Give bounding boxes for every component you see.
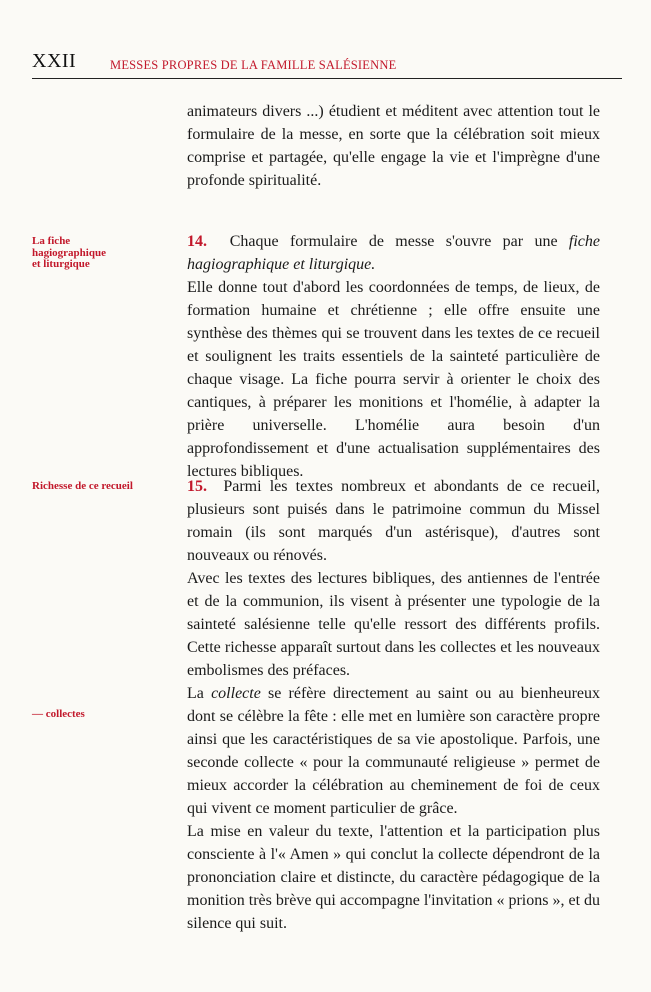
section-15-number: 15.	[187, 478, 207, 495]
section-15-para3-a: La	[187, 685, 212, 702]
section-15-para1	[187, 475, 600, 567]
margin-note-fiche-line2: hagiographique	[32, 246, 106, 259]
section-15-para3-italic: collecte	[211, 685, 261, 702]
margin-note-richesse: Richesse de ce recueil	[32, 480, 133, 492]
section-15-para3	[187, 682, 600, 820]
section-14-lead-text: Chaque formulaire de messe s'ouvre par une	[229, 233, 569, 250]
section-14-para2: Elle donne tout d'abord les coordonnées de temps, de lieux, de formation humaine et chrétienne ; elle offre ensuite une synthèse des thèmes qui se trouvent dans les textes de ce recueil et soulignent les traits essentiels de la sainteté particulière de chaque visage. La fiche pourra servir à orienter le choix des cantiques, à préparer les monitions et l'homélie, à adapter la prière universelle. L'homélie aura besoin d'un approfondissement et d'une actualisation supplémentaires des lectures bibliques.	[187, 279, 600, 480]
section-14-lead	[187, 230, 600, 276]
section-14-lead-italic: fiche hagiographique et liturgique.	[187, 233, 600, 273]
section-15-para1-text: Parmi les textes nombreux et abondants de ce recueil, plusieurs sont puisés dans le patrimoine commun du Missel romain (ils sont marqués d'un astérisque), d'autres sont nouveaux ou rénovés.	[187, 478, 600, 564]
intro-text: animateurs divers ...) étudient et méditent avec attention tout le formulaire de la messe, en sorte que la célébration soit mieux comprise et partagée, qu'elle engage la vie et l'imprègne d'une profonde spiritualité.	[187, 103, 600, 189]
intro-paragraph	[187, 100, 600, 192]
running-title: MESSES PROPRES DE LA FAMILLE SALÉSIENNE	[110, 58, 397, 72]
section-14-number: 14.	[187, 233, 207, 250]
margin-note-fiche-line1: La fiche	[32, 235, 71, 247]
margin-note-fiche-line3: et liturgique	[32, 258, 90, 270]
section-15	[187, 475, 600, 935]
margin-note-collectes: — collectes	[32, 708, 85, 720]
page-number: XXII	[32, 50, 77, 72]
margin-note-fiche	[32, 236, 172, 271]
section-15-para4: La mise en valeur du texte, l'attention et la participation plus consciente à l'« Amen » qui conclut la collecte dépendront de la prononciation claire et distincte, du caractère pédagogique de la monition très brève qui accompagne l'invitation « prions », et du silence qui suit.	[187, 823, 601, 932]
section-15-para3-b: se réfère directement au saint ou au bienheureux dont se célèbre la fête : elle met en lumière son caractère propre ainsi que les caractéristiques de sa vie apostolique. Parfois, une seconde collecte « pour la communauté religieuse » permet de mieux accorder la célébration au cheminement de foi de ceux qui vivent ce moment particulier de grâce.	[187, 685, 601, 817]
page-header	[32, 50, 622, 79]
section-14	[187, 230, 600, 483]
section-15-para2: Avec les textes des lectures bibliques, des antiennes de l'entrée et de la communion, ils visent à présenter une typologie de la sainteté salésienne telle qu'elle ressort des différents profils. Cette richesse apparaît surtout dans les collectes et les nouveaux embolismes des préfaces.	[187, 570, 600, 679]
